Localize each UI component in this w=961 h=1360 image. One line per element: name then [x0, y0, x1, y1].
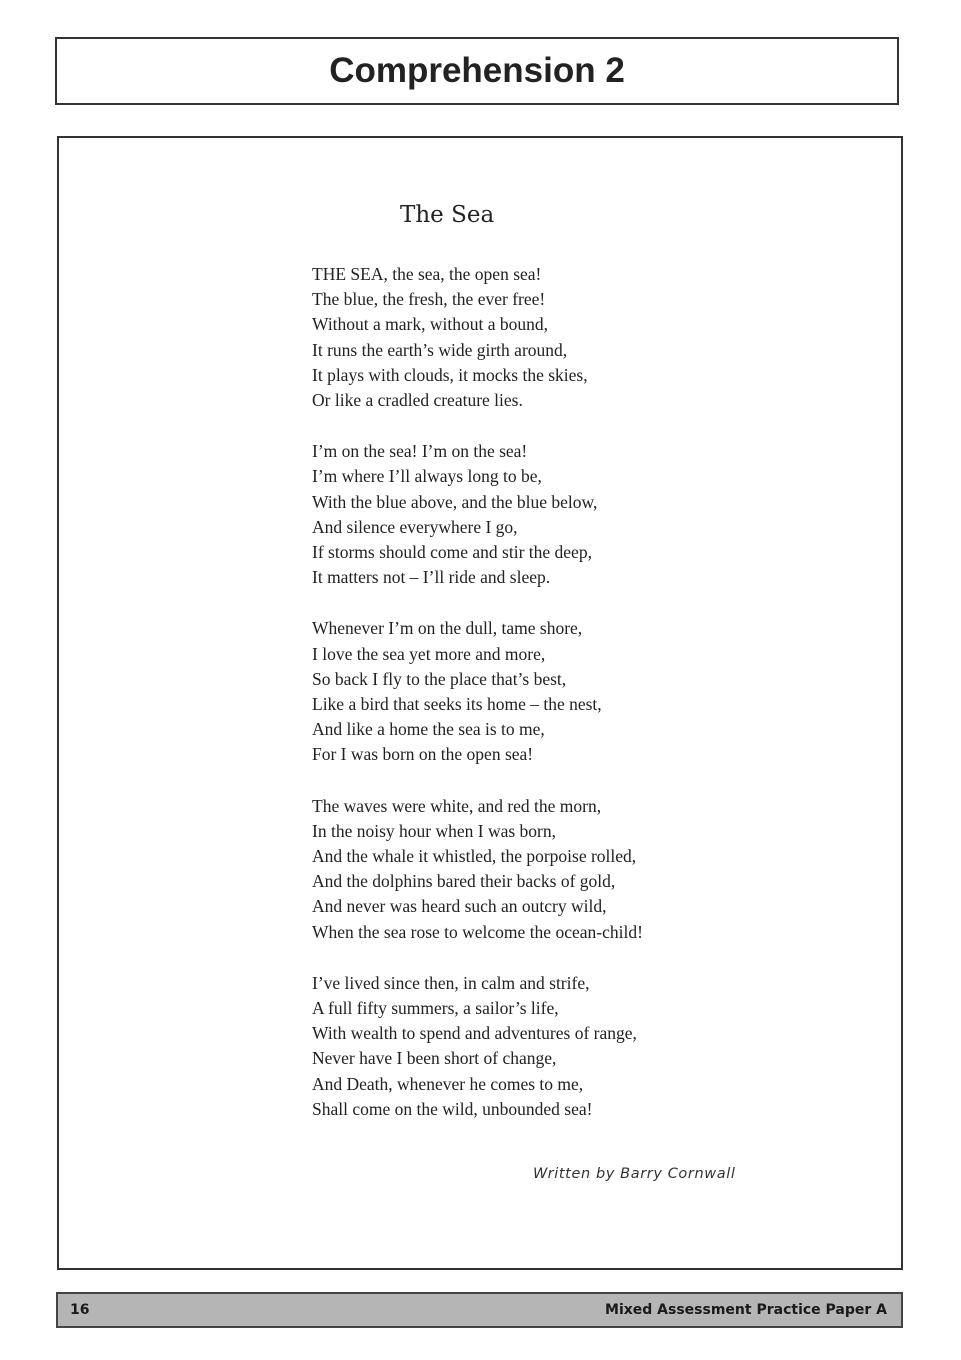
page-title: Comprehension 2 — [329, 51, 625, 90]
poem-line: So back I fly to the place that’s best, — [312, 668, 567, 689]
poem-stanza — [312, 971, 872, 1122]
poem-attribution: Written by Barry Cornwall — [533, 1166, 736, 1182]
poem-line: And like a home the sea is to me, — [312, 719, 545, 740]
poem-line: In the noisy hour when I was born, — [312, 820, 556, 841]
poem-line: I’m on the sea! I’m on the sea! — [312, 441, 528, 462]
page-number: 16 — [70, 1302, 90, 1318]
poem-line: For I was born on the open sea! — [312, 744, 534, 765]
poem-stanza — [312, 794, 872, 945]
poem-line: And silence everywhere I go, — [312, 516, 518, 537]
paper-title: Mixed Assessment Practice Paper A — [605, 1302, 887, 1318]
poem-line: The blue, the fresh, the ever free! — [312, 289, 546, 310]
poem-title: The Sea — [400, 202, 495, 228]
poem-line: If storms should come and stir the deep, — [312, 542, 592, 563]
poem-line: And Death, whenever he comes to me, — [312, 1073, 584, 1094]
poem-line: With wealth to spend and adventures of range, — [312, 1023, 637, 1044]
poem-line: It runs the earth’s wide girth around, — [312, 339, 568, 360]
poem-line: Like a bird that seeks its home – the nest, — [312, 694, 602, 715]
poem-stanza — [312, 262, 872, 413]
poem-line: When the sea rose to welcome the ocean-child! — [312, 921, 643, 942]
poem-box — [57, 136, 903, 1270]
poem-line: With the blue above, and the blue below, — [312, 491, 598, 512]
poem-body — [312, 262, 872, 1148]
poem-line: Never have I been short of change, — [312, 1048, 557, 1069]
poem-line: I love the sea yet more and more, — [312, 643, 546, 664]
poem-line: The waves were white, and red the morn, — [312, 795, 602, 816]
poem-line: I’m where I’ll always long to be, — [312, 466, 542, 487]
poem-line: Whenever I’m on the dull, tame shore, — [312, 618, 583, 639]
header-box — [55, 37, 899, 105]
poem-line: It plays with clouds, it mocks the skies, — [312, 364, 588, 385]
poem-line: It matters not – I’ll ride and sleep. — [312, 567, 551, 588]
footer-bar — [56, 1292, 903, 1328]
poem-stanza — [312, 616, 872, 767]
poem-line: Shall come on the wild, unbounded sea! — [312, 1098, 593, 1119]
poem-line: And the dolphins bared their backs of gold, — [312, 871, 616, 892]
poem-line: Or like a cradled creature lies. — [312, 390, 523, 411]
poem-line: And the whale it whistled, the porpoise rolled, — [312, 846, 637, 867]
poem-line: I’ve lived since then, in calm and strife, — [312, 972, 590, 993]
poem-line: A full fifty summers, a sailor’s life, — [312, 998, 559, 1019]
poem-line: Without a mark, without a bound, — [312, 314, 548, 335]
poem-line: THE SEA, the sea, the open sea! — [312, 264, 542, 284]
poem-line: And never was heard such an outcry wild, — [312, 896, 607, 917]
poem-stanza — [312, 439, 872, 590]
